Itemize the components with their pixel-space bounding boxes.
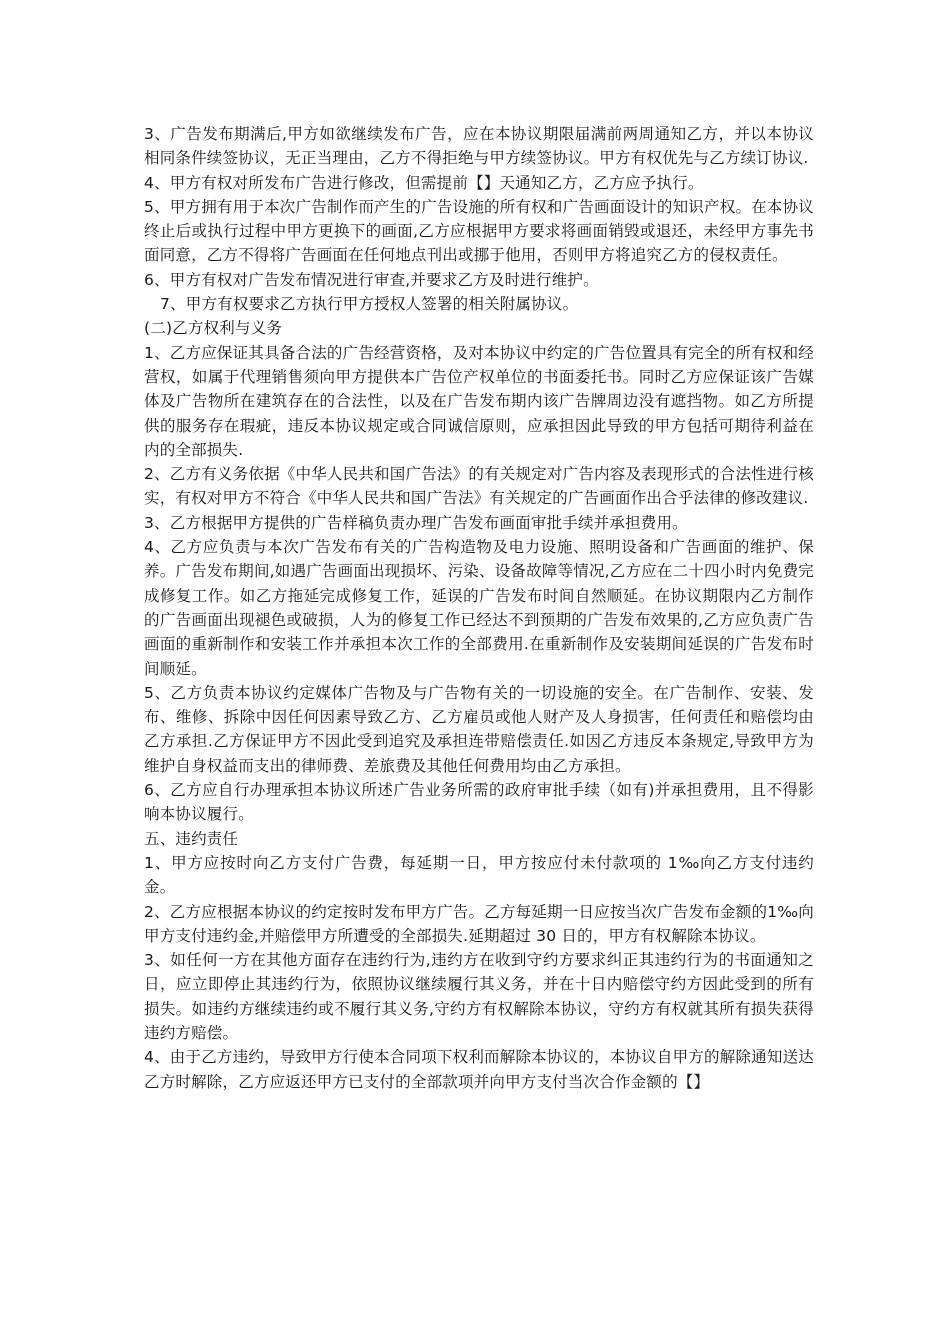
paragraph-a6-review: 6、甲方有权对广告发布情况进行审查,并要求乙方及时进行维护。 — [144, 270, 599, 289]
paragraph-c4-termination: 4、由于乙方违约，导致甲方行使本合同项下权利而解除本协议的，本协议自甲方的解除通知送达乙方时解除，乙方应返还甲方已支付的全部款项并向甲方支付当次合作金额的【】 — [144, 1048, 814, 1091]
paragraph-a5-ownership: 5、甲方拥有用于本次广告制作而产生的广告设施的所有权和广告画面设计的知识产权。在本协议终止后或执行过程中甲方更换下的画面,乙方应根据甲方要求将画面销毁或退还，未经甲方事先书面同意，乙方不得将广告画面在任何地点刊出或挪于他用，否则甲方将追究乙方的侵权责任。 — [144, 197, 814, 265]
paragraph-b1-qualification: 1、乙方应保证其具备合法的广告经营资格，及对本协议中约定的广告位置具有完全的所有权和经营权，如属于代理销售须向甲方提供本广告位产权单位的书面委托书。同时乙方应保证该广告媒体及广告物所在建筑存在的合法性，以及在广告发布期内该广告牌周边没有遮挡物。如乙方所提供的服务存在瑕疵，违反本协议规定或合同诚信原则，应承担因此导致的甲方包括可期待利益在内的全部损失. — [144, 343, 814, 459]
paragraph-b6-permits: 6、乙方应自行办理承担本协议所述广告业务所需的政府审批手续（如有)并承担费用，且不得影响本协议履行。 — [144, 781, 814, 824]
paragraph-c3-other-breach: 3、如任何一方在其他方面存在违约行为,违约方在收到守约方要求纠正其违约行为的书面通知之日，应立即停止其违约行为，依照协议继续履行其义务，并在十日内赔偿守约方因此受到的所有损失。如违约方继续违约或不履行其义务,守约方有权解除本协议，守约方有权就其所有损失获得违约方赔偿。 — [144, 951, 814, 1042]
paragraph-b5-safety: 5、乙方负责本协议约定媒体广告物及与广告物有关的一切设施的安全。在广告制作、安装、发布、维修、拆除中因任何因素导致乙方、乙方雇员或他人财产及人身损害，任何责任和赔偿均由乙方承担.乙方保证甲方不因此受到追究及承担连带赔偿责任.如因乙方违反本条规定,导致甲方为维护自身权益而支出的律师费、差旅费及其他任何费用均由乙方承担。 — [144, 683, 814, 775]
section-heading-party-b: (二)乙方权利与义务 — [144, 319, 283, 338]
paragraph-b3-approval: 3、乙方根据甲方提供的广告样稿负责办理广告发布画面审批手续并承担费用。 — [144, 513, 688, 532]
section-heading-breach: 五、违约责任 — [144, 829, 239, 848]
paragraph-a4-modify: 4、甲方有权对所发布广告进行修改，但需提前【】天通知乙方，乙方应予执行。 — [144, 173, 704, 192]
paragraph-a3-renewal: 3、广告发布期满后,甲方如欲继续发布广告，应在本协议期限届满前两周通知乙方，并以本协议相同条件续签协议，无正当理由，乙方不得拒绝与甲方续签协议。甲方有权优先与乙方续订协议. — [144, 125, 814, 168]
paragraph-c1-late-payment: 1、甲方应按时向乙方支付广告费，每延期一日，甲方按应付未付款项的 1‰向乙方支付违约金。 — [144, 853, 814, 897]
paragraph-c2-late-publication: 2、乙方应根据本协议的约定按时发布甲方广告。乙方每延期一日应按当次广告发布金额的1‰向甲方支付违约金,并赔偿甲方所遭受的全部损失.延期超过 30 日的，甲方有权解除本协议。 — [144, 902, 814, 945]
paragraph-a7-attachments: 7、甲方有权要求乙方执行甲方授权人签署的相关附属协议。 — [160, 295, 579, 314]
paragraph-b2-legality: 2、乙方有义务依据《中华人民共和国广告法》的有关规定对广告内容及表现形式的合法性进行核实，有权对甲方不符合《中华人民共和国广告法》有关规定的广告画面作出合乎法律的修改建议. — [144, 465, 814, 508]
document-body — [144, 122, 814, 1094]
paragraph-b4-maintenance: 4、乙方应负责与本次广告发布有关的广告构造物及电力设施、照明设备和广告画面的维护、保养。广告发布期间,如遇广告画面出现损坏、污染、设备故障等情况,乙方应在二十四小时内免费完成修复工作。如乙方拖延完成修复工作，延误的广告发布时间自然顺延。在协议期限内乙方制作的广告画面出现褪色或破损，人为的修复工作已经达不到预期的广告发布效果的,乙方应负责广告画面的重新制作和安装工作并承担本次工作的全部费用.在重新制作及安装期间延误的广告发布时间顺延。 — [144, 538, 814, 678]
